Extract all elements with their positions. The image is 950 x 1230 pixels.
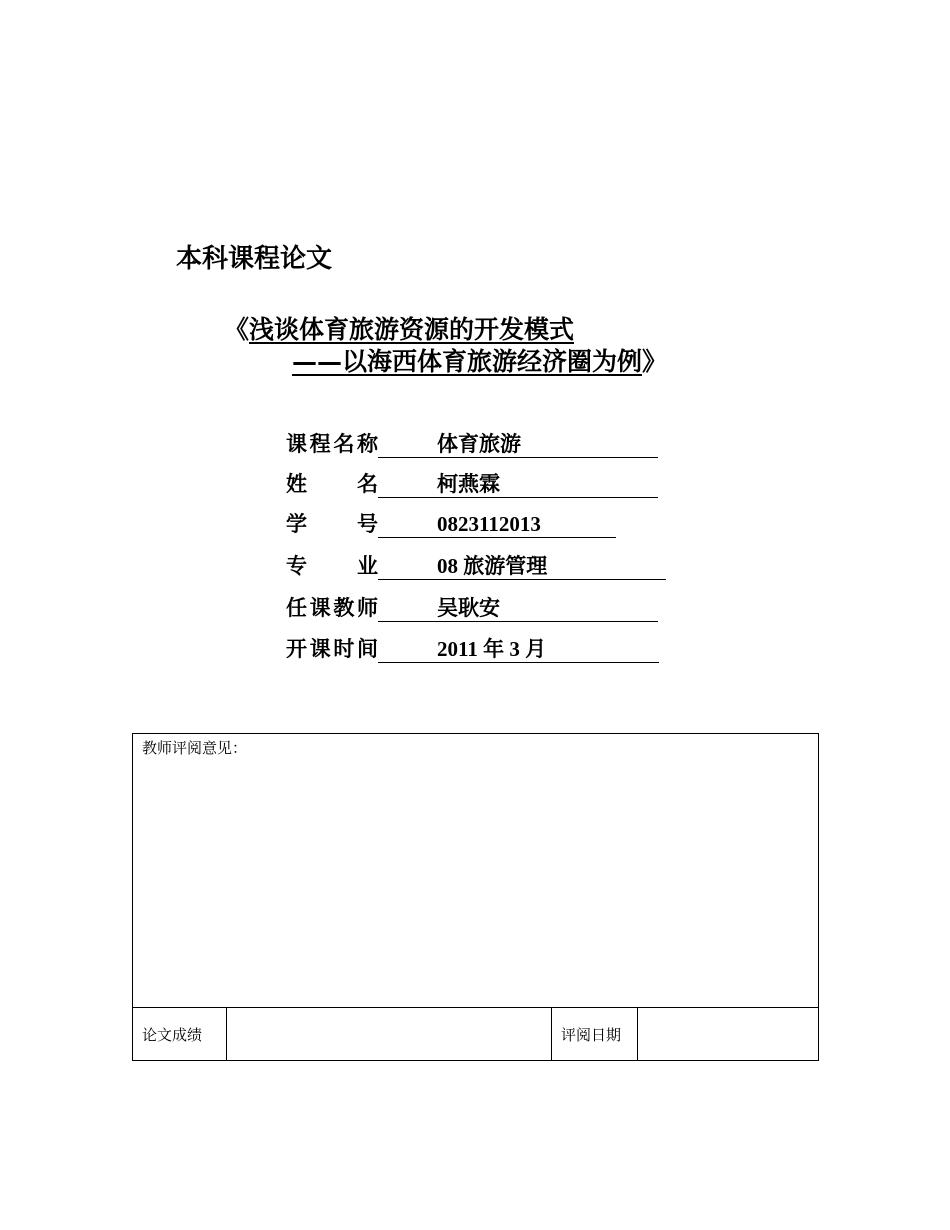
title-open-quote: 《	[224, 315, 250, 344]
info-row-course-time	[286, 633, 659, 663]
grade-label-cell	[133, 1008, 227, 1060]
info-label: 任课教师	[286, 595, 378, 620]
paper-title-line-1	[224, 310, 574, 346]
date-label: 评阅日期	[561, 1025, 622, 1044]
info-label: 姓 名	[286, 471, 378, 496]
info-row-student-id	[286, 508, 616, 538]
info-value-field	[378, 510, 616, 538]
document-type-heading: 本科课程论文	[176, 244, 333, 274]
date-value-cell[interactable]	[638, 1008, 818, 1060]
info-label: 课程名称	[286, 431, 378, 456]
info-value: 吴耿安	[437, 596, 500, 620]
info-value: 体育旅游	[437, 432, 521, 456]
info-label: 开课时间	[286, 636, 378, 661]
info-value-field	[378, 594, 658, 622]
info-row-course-name	[286, 428, 658, 458]
grade-value-cell[interactable]	[227, 1008, 552, 1060]
review-table	[132, 733, 819, 1061]
grade-label: 论文成绩	[142, 1025, 203, 1044]
info-label: 专 业	[286, 553, 378, 578]
info-value-field	[378, 430, 658, 458]
info-value-field	[378, 470, 658, 498]
review-comments-label: 教师评阅意见：	[142, 739, 248, 757]
review-comments-cell[interactable]	[133, 734, 818, 1008]
paper-title-line-2	[292, 342, 667, 378]
info-value: 2011 年 3 月	[437, 637, 547, 661]
date-label-cell	[552, 1008, 638, 1060]
info-row-instructor	[286, 592, 658, 622]
title-close-quote: 》	[642, 347, 668, 376]
title-main: 浅谈体育旅游资源的开发模式	[249, 315, 575, 344]
info-label: 学 号	[286, 511, 378, 536]
info-row-major	[286, 550, 666, 580]
title-subtitle: ——以海西体育旅游经济圈为例	[292, 347, 643, 376]
info-value: 0823112013	[437, 512, 541, 536]
info-value: 柯燕霖	[437, 472, 500, 496]
info-row-student-name	[286, 468, 658, 498]
info-value-field	[378, 635, 659, 663]
info-value-field	[378, 552, 666, 580]
info-value: 08 旅游管理	[437, 554, 548, 578]
